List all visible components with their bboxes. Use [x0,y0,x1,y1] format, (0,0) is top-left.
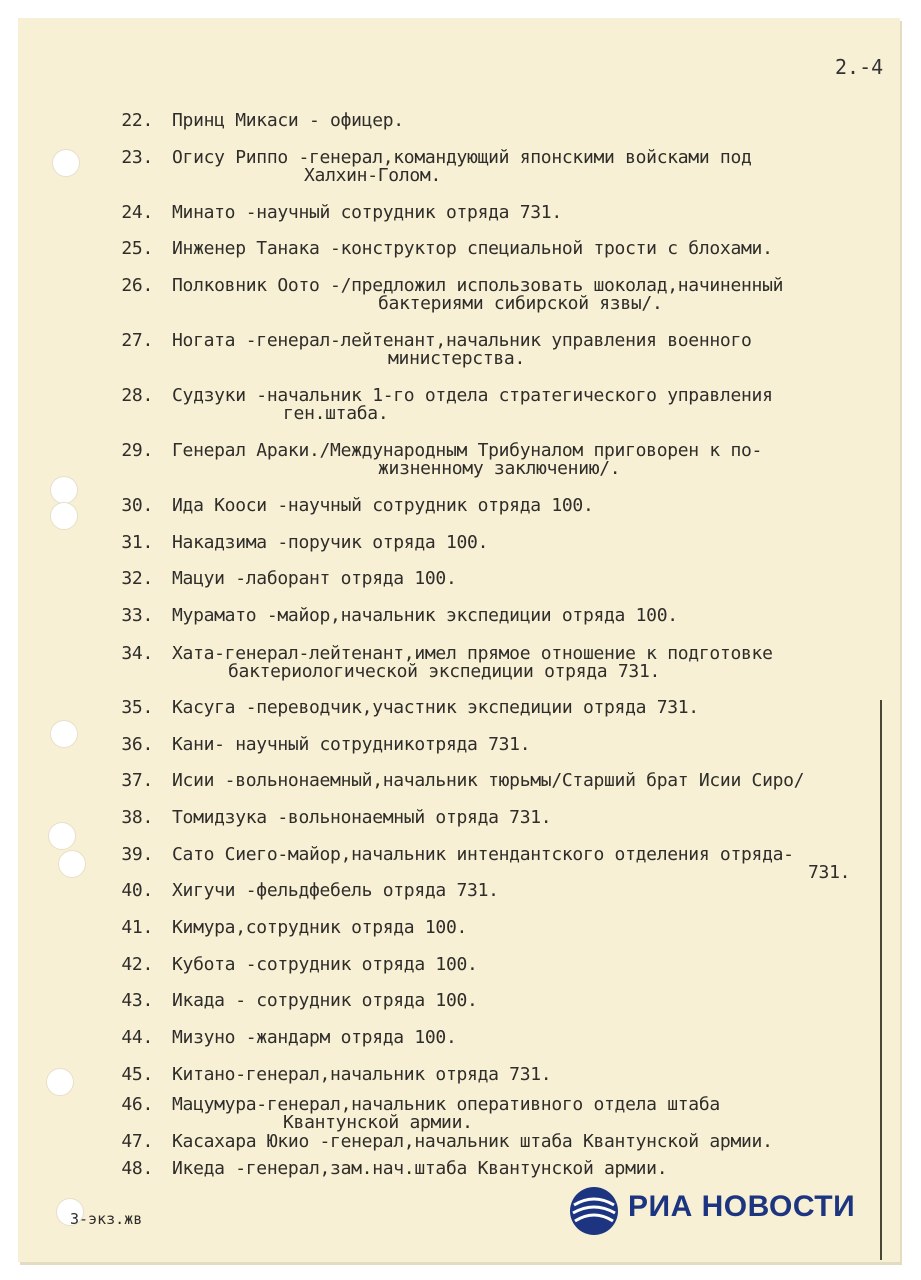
entry-text: Мизуно -жандарм отряда 100. [172,1027,457,1048]
punch-hole [48,822,76,850]
entry-text: Генерал Араки./Международным Трибуналом приговорен к по- [172,440,763,461]
punch-hole [52,149,80,177]
entry-text: Кимура,сотрудник отряда 100. [172,917,468,938]
entry-text: Касахара Юкио -генерал,начальник штаба Квантунской армии. [172,1131,773,1152]
entry-number: 39. [121,844,153,865]
entry-text: Мацумура-генерал,начальник оперативного отдела штаба [172,1094,720,1115]
entry-number: 27. [121,330,153,351]
entry-text-continuation: Квантунской армии. [283,1112,473,1133]
entry-text: Мацуи -лаборант отряда 100. [172,568,457,589]
entry-number: 30. [121,495,153,516]
entry-text: Хата-генерал-лейтенант,имел прямое отношение к подготовке [172,643,773,664]
entry-text: Хигучи -фельдфебель отряда 731. [172,880,499,901]
entry-number: 48. [121,1158,153,1179]
entry-number: 34. [121,643,153,664]
entry-text: Икада - сотрудник отряда 100. [172,990,478,1011]
entry-text-continuation: Халхин-Голом. [304,165,441,186]
entry-number: 25. [121,238,153,259]
entry-text: Кубота -сотрудник отряда 100. [172,954,478,975]
entry-text: Огису Риппо -генерал,командующий японскими войсками под [172,147,752,168]
entry-number: 36. [121,734,153,755]
entry-number: 32. [121,568,153,589]
entry-text: Ида Кооси -научный сотрудник отряда 100. [172,495,594,516]
entry-number: 43. [121,990,153,1011]
entry-number: 22. [121,110,153,131]
entry-text: Мурамато -майор,начальник экспедиции отряда 100. [172,605,678,626]
entry-text: Томидзука -вольнонаемный отряда 731. [172,807,552,828]
entry-text: Принц Микаси - офицер. [172,110,404,131]
entry-number: 33. [121,605,153,626]
entry-number: 42. [121,954,153,975]
entry-text-continuation: жизненному заключению/. [378,458,621,479]
entry-number: 23. [121,147,153,168]
punch-hole [58,850,86,878]
entry-number: 37. [121,770,153,791]
entry-text-continuation: бактериями сибирской язвы/. [378,293,663,314]
watermark-text: РИА НОВОСТИ [628,1190,856,1223]
entry-number: 46. [121,1094,153,1115]
entry-number: 44. [121,1027,153,1048]
entry-number: 29. [121,440,153,461]
entry-text-continuation: министерства. [388,348,525,369]
entry-number: 40. [121,880,153,901]
punch-hole [46,1068,74,1096]
entry-number: 31. [121,532,153,553]
entry-text-continuation: 731. [808,862,851,883]
entry-text: Накадзима -поручик отряда 100. [172,532,489,553]
entry-text: Кани- научный сотрудникотряда 731. [172,734,531,755]
punch-hole [50,502,78,530]
entry-number: 35. [121,697,153,718]
punch-hole [50,476,78,504]
entry-text: Минато -научный сотрудник отряда 731. [172,202,562,223]
entry-text: Исии -вольнонаемный,начальник тюрьмы/Старший брат Исии Сиро/ [172,770,805,791]
footer-copies-note: 3-экз.жв [70,1210,143,1228]
ria-logo-icon [568,1185,620,1237]
entry-number: 28. [121,385,153,406]
entry-text: Китано-генерал,начальник отряда 731. [172,1064,552,1085]
entry-number: 41. [121,917,153,938]
entry-text: Касуга -переводчик,участник экспедиции отряда 731. [172,697,699,718]
entry-number: 26. [121,275,153,296]
entry-text: Икеда -генерал,зам.нач.штаба Квантунской армии. [172,1158,668,1179]
entry-number: 38. [121,807,153,828]
entry-text: Сато Сиего-майор,начальник интендантского отделения отряда- [172,844,794,865]
punch-hole [50,720,78,748]
page-edge [880,700,882,1260]
entry-number: 24. [121,202,153,223]
entry-text-continuation: ген.штаба. [283,403,389,424]
entry-text: Ногата -генерал-лейтенант,начальник управления военного [172,330,752,351]
entry-text: Инженер Танака -конструктор специальной трости с блохами. [172,238,773,259]
entry-number: 45. [121,1064,153,1085]
entry-text: Судзуки -начальник 1-го отдела стратегического управления [172,385,773,406]
entry-text: Полковник Оото -/предложил использовать шоколад,начиненный [172,275,784,296]
page-number: 2.-4 [835,55,884,79]
entry-number: 47. [121,1131,153,1152]
entry-text-continuation: бактериологической экспедиции отряда 731. [228,661,661,682]
